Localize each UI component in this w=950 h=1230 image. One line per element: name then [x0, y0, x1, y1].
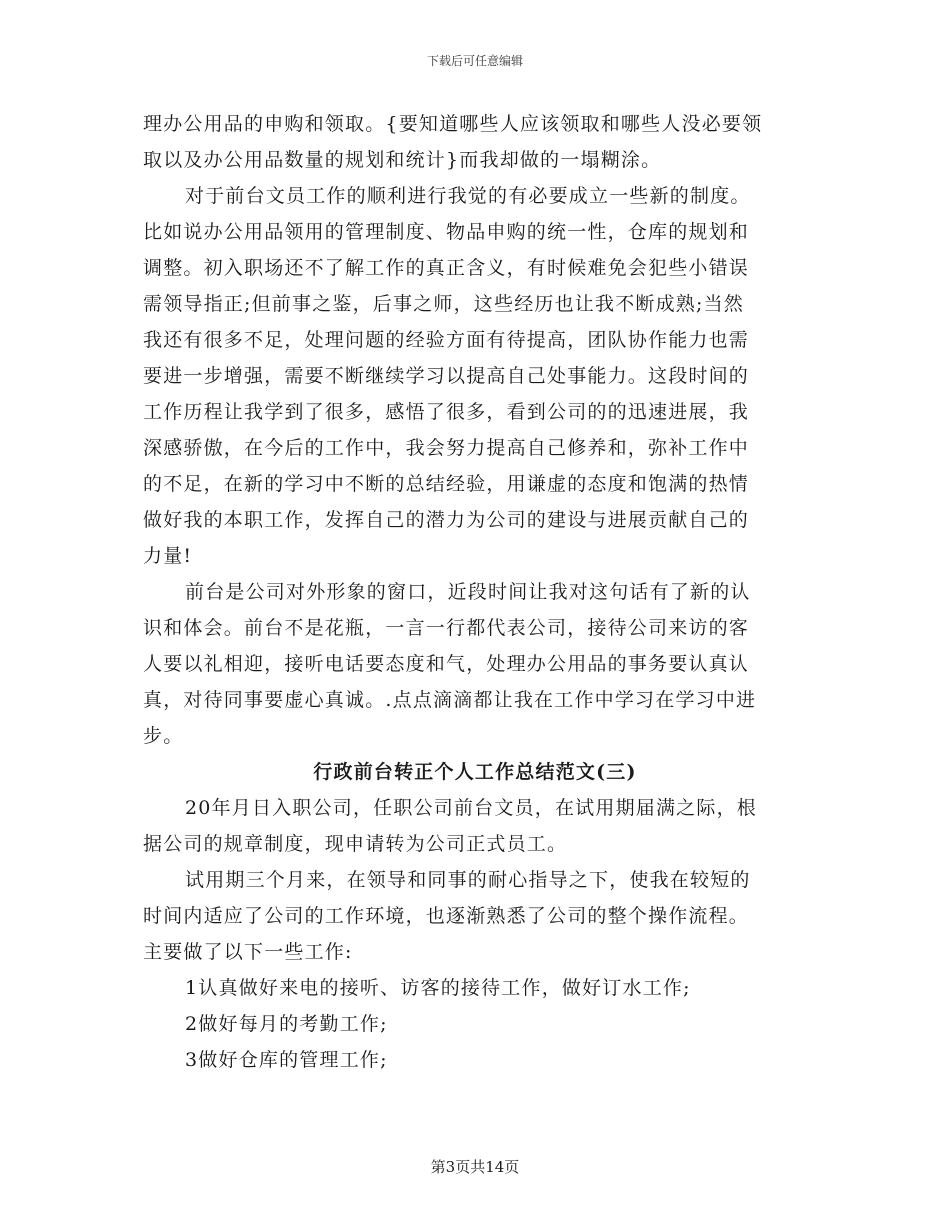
text-line: 比如说办公用品领用的管理制度、物品申购的统一性，仓库的规划和: [143, 221, 750, 243]
text-line: 试用期三个月来，在领导和同事的耐心指导之下，使我在较短的: [185, 869, 751, 891]
list-item: 1认真做好来电的接听、访客的接待工作，做好订水工作;: [185, 977, 691, 999]
text-line: 理办公用品的申购和领取。{要知道哪些人应该领取和哪些人没必要领: [143, 113, 763, 135]
text-line: 主要做了以下一些工作:: [143, 941, 353, 963]
list-item: 3做好仓库的管理工作;: [185, 1049, 388, 1071]
text-line: 据公司的规章制度，现申请转为公司正式员工。: [143, 833, 568, 855]
text-line: 力量!: [143, 545, 193, 567]
text-line: 取以及办公用品数量的规划和统计}而我却做的一塌糊涂。: [143, 149, 662, 171]
text-line: 步。: [143, 725, 184, 747]
text-line: 前台是公司对外形象的窗口，近段时间让我对这句话有了新的认: [185, 581, 751, 603]
text-line: 的不足，在新的学习中不断的总结经验，用谦虚的态度和饱满的热情: [143, 473, 750, 495]
text-line: 识和体会。前台不是花瓶，一言一行都代表公司，接待公司来访的客: [143, 617, 750, 639]
text-line: 需领导指正;但前事之鉴，后事之师，这些经历也让我不断成熟;当然: [143, 293, 745, 315]
text-line: 工作历程让我学到了很多，感悟了很多，看到公司的的迅速进展，我: [143, 401, 750, 423]
section-title: 行政前台转正个人工作总结范文(三): [313, 761, 637, 783]
list-item: 2做好每月的考勤工作;: [185, 1013, 388, 1035]
text-line: 深感骄傲，在今后的工作中，我会努力提高自己修养和，弥补工作中: [143, 437, 750, 459]
page-footer: 第3页共14页: [430, 1158, 520, 1176]
text-line: 真，对待同事要虚心真诚。.点点滴滴都让我在工作中学习在学习中进: [143, 689, 757, 711]
text-line: 我还有很多不足，处理问题的经验方面有待提高，团队协作能力也需: [143, 329, 750, 351]
document-body: [143, 106, 807, 1078]
text-line: 20年月日入职公司，任职公司前台文员，在试用期届满之际，根: [185, 797, 757, 819]
text-line: 对于前台文员工作的顺利进行我觉的有必要成立一些新的制度。: [185, 185, 751, 207]
text-line: 做好我的本职工作，发挥自己的潜力为公司的建设与进展贡献自己的: [143, 509, 750, 531]
header-note: 下载后可任意编辑: [426, 54, 523, 68]
text-line: 时间内适应了公司的工作环境，也逐渐熟悉了公司的整个操作流程。: [143, 905, 750, 927]
text-line: 调整。初入职场还不了解工作的真正含义，有时候难免会犯些小错误: [143, 257, 750, 279]
text-line: 要进一步增强，需要不断继续学习以提高自己处事能力。这段时间的: [143, 365, 750, 387]
text-line: 人要以礼相迎，接听电话要态度和气，处理办公用品的事务要认真认: [143, 653, 750, 675]
